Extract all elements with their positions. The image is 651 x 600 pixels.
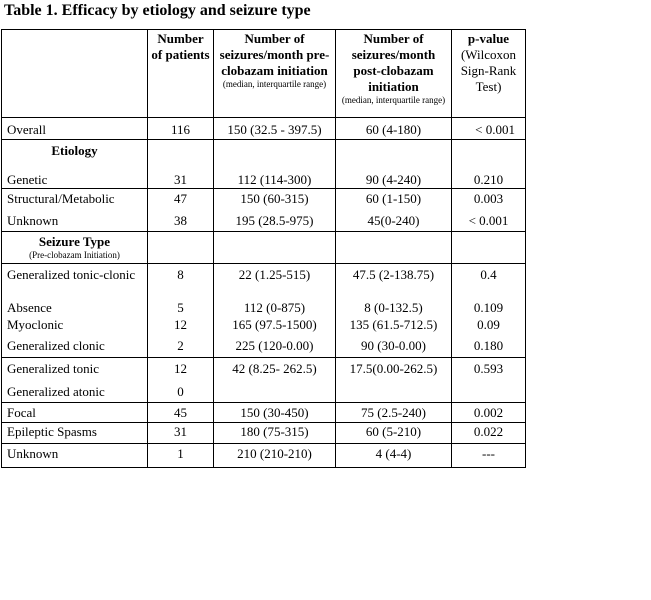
cell-patients: 31 — [148, 423, 214, 444]
table-row — [2, 189, 526, 210]
table-row — [2, 167, 526, 189]
cell-post: 8 (0-132.5) — [336, 300, 452, 317]
cell-post: 135 (61.5-712.5) — [336, 317, 452, 336]
cell-post: 17.5(0.00-262.5) — [336, 358, 452, 381]
header-post-sub: (median, interquartile range) — [341, 95, 446, 105]
cell-patients: 12 — [148, 317, 214, 336]
efficacy-table — [1, 29, 526, 468]
section-title-etiology: Etiology — [2, 140, 148, 167]
cell-post: 75 (2.5-240) — [336, 403, 452, 423]
cell-patients: 2 — [148, 336, 214, 358]
section-title-seizure-type: Seizure Type (Pre-clobazam Initiation) — [2, 232, 148, 264]
row-label: Myoclonic — [2, 317, 148, 336]
cell-patients: 31 — [148, 167, 214, 189]
row-label: Overall — [2, 118, 148, 140]
table-row — [2, 264, 526, 300]
row-label: Unknown — [2, 210, 148, 232]
table-row — [2, 381, 526, 403]
cell-post: 90 (4-240) — [336, 167, 452, 189]
cell-patients: 8 — [148, 264, 214, 300]
cell-pre: 165 (97.5-1500) — [214, 317, 336, 336]
cell-pvalue: 0.109 — [452, 300, 526, 317]
section-row-seizure-type — [2, 232, 526, 264]
cell-pvalue — [452, 381, 526, 403]
cell-pre: 195 (28.5-975) — [214, 210, 336, 232]
cell-patients: 45 — [148, 403, 214, 423]
cell-pvalue: 0.4 — [452, 264, 526, 300]
cell-pre: 22 (1.25-515) — [214, 264, 336, 300]
table-row — [2, 210, 526, 232]
cell-post: 60 (4-180) — [336, 118, 452, 140]
row-label: Epileptic Spasms — [2, 423, 148, 444]
cell-pre: 225 (120-0.00) — [214, 336, 336, 358]
cell-patients: 1 — [148, 444, 214, 468]
cell-patients: 5 — [148, 300, 214, 317]
table-row — [2, 403, 526, 423]
cell-pvalue: 0.003 — [452, 189, 526, 210]
table-row — [2, 336, 526, 358]
cell-pre: 112 (114-300) — [214, 167, 336, 189]
cell-pvalue: 0.593 — [452, 358, 526, 381]
cell-post: 90 (30-0.00) — [336, 336, 452, 358]
header-empty-cell — [2, 30, 148, 118]
cell-patients: 38 — [148, 210, 214, 232]
cell-post: 60 (1-150) — [336, 189, 452, 210]
header-pvalue-bold: p-value — [467, 31, 510, 46]
cell-patients: 47 — [148, 189, 214, 210]
cell-pre: 112 (0-875) — [214, 300, 336, 317]
row-label: Generalized tonic — [2, 358, 148, 381]
cell-pre — [214, 381, 336, 403]
header-row — [2, 30, 526, 118]
cell-post: 45(0-240) — [336, 210, 452, 232]
table-row — [2, 444, 526, 468]
row-label: Generalized atonic — [2, 381, 148, 403]
cell-pre: 150 (30-450) — [214, 403, 336, 423]
table-row — [2, 300, 526, 317]
cell-post — [336, 381, 452, 403]
table-caption: Table 1. Efficacy by etiology and seizure type — [4, 2, 311, 19]
header-pvalue — [452, 30, 526, 118]
row-label: Generalized clonic — [2, 336, 148, 358]
cell-post: 4 (4-4) — [336, 444, 452, 468]
header-pre: Number of seizures/month pre-clobazam initiation (median, interquartile range) — [214, 30, 336, 118]
section-subtitle: (Pre-clobazam Initiation) — [29, 250, 120, 260]
row-label: Focal — [2, 403, 148, 423]
row-label: Unknown — [2, 444, 148, 468]
header-patients: Number of patients — [148, 30, 214, 118]
row-label: Genetic — [2, 167, 148, 189]
cell-post: 60 (5-210) — [336, 423, 452, 444]
cell-pvalue: < 0.001 — [452, 118, 526, 140]
cell-pre: 150 (60-315) — [214, 189, 336, 210]
header-pvalue-rest: (Wilcoxon Sign-Rank Test) — [460, 47, 517, 94]
cell-pvalue: 0.180 — [452, 336, 526, 358]
cell-patients: 116 — [148, 118, 214, 140]
cell-pvalue: < 0.001 — [452, 210, 526, 232]
table-row — [2, 118, 526, 140]
table-row — [2, 317, 526, 336]
cell-pvalue: 0.002 — [452, 403, 526, 423]
cell-pvalue: 0.022 — [452, 423, 526, 444]
section-row-etiology — [2, 140, 526, 167]
cell-pre: 210 (210-210) — [214, 444, 336, 468]
cell-pvalue: --- — [452, 444, 526, 468]
row-label: Structural/Metabolic — [2, 189, 148, 210]
cell-patients: 0 — [148, 381, 214, 403]
header-pre-sub: (median, interquartile range) — [222, 79, 327, 89]
cell-post: 47.5 (2-138.75) — [336, 264, 452, 300]
cell-pre: 42 (8.25- 262.5) — [214, 358, 336, 381]
header-post: Number of seizures/month post-clobazam initiation (median, interquartile range) — [336, 30, 452, 118]
cell-pre: 150 (32.5 - 397.5) — [214, 118, 336, 140]
cell-pvalue: 0.210 — [452, 167, 526, 189]
table-row — [2, 358, 526, 381]
row-label: Generalized tonic-clonic — [2, 264, 148, 300]
cell-pre: 180 (75-315) — [214, 423, 336, 444]
cell-pvalue: 0.09 — [452, 317, 526, 336]
row-label: Absence — [2, 300, 148, 317]
table-row — [2, 423, 526, 444]
cell-patients: 12 — [148, 358, 214, 381]
